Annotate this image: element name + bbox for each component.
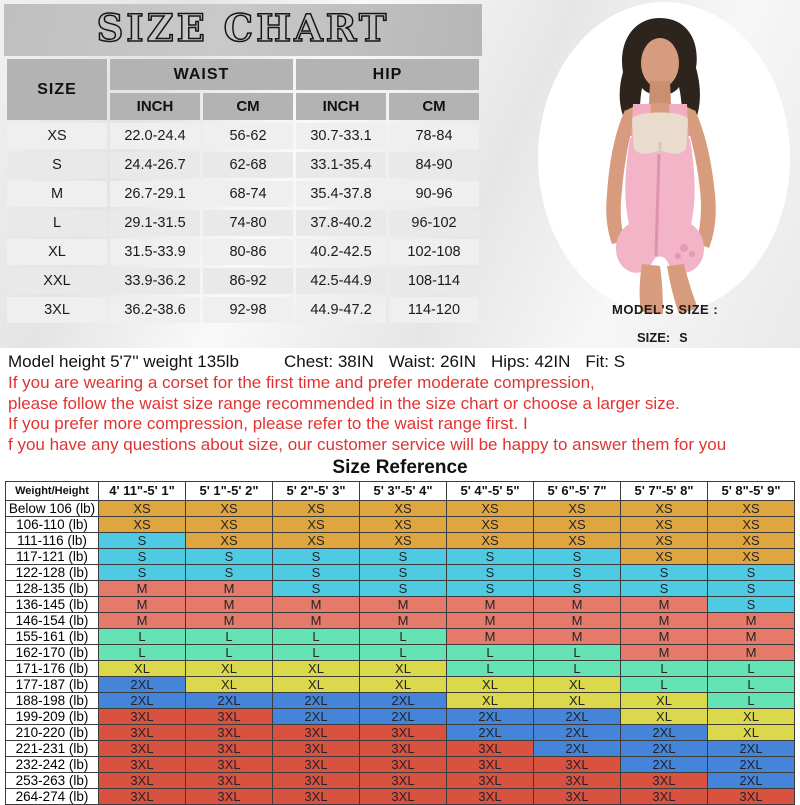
size-cell: M <box>621 612 708 628</box>
hip-inch-header: INCH <box>296 93 386 120</box>
weight-row-label: 122-128 (lb) <box>6 564 99 580</box>
height-column-header: 4' 11"-5' 1" <box>99 481 186 500</box>
weight-row-label: 136-145 (lb) <box>6 596 99 612</box>
waist-inch-cell: 26.7-29.1 <box>110 181 200 207</box>
waist-cm-cell: 80-86 <box>203 239 293 265</box>
size-cell: L <box>186 628 273 644</box>
weight-row-label: 232-242 (lb) <box>6 756 99 772</box>
ref-table-row <box>6 612 795 628</box>
size-cell: M <box>534 612 621 628</box>
size-label-cell: M <box>7 181 107 207</box>
model-stat: Waist: 26IN <box>388 352 476 371</box>
size-cell: 3XL <box>99 772 186 788</box>
ref-table-row <box>6 500 795 516</box>
size-cell: M <box>708 612 795 628</box>
size-cell: L <box>360 644 447 660</box>
size-cell: 3XL <box>447 772 534 788</box>
size-cell: XS <box>273 500 360 516</box>
height-column-header: 5' 8"-5' 9" <box>708 481 795 500</box>
size-cell: 3XL <box>534 772 621 788</box>
size-cell: 3XL <box>447 788 534 804</box>
note-line: If you are wearing a corset for the first time and prefer moderate compression, <box>8 373 595 392</box>
size-cell: XS <box>708 548 795 564</box>
size-cell: S <box>273 548 360 564</box>
size-cell: XL <box>186 660 273 676</box>
hip-inch-cell: 40.2-42.5 <box>296 239 386 265</box>
waist-cm-cell: 92-98 <box>203 297 293 323</box>
size-reference-title: Size Reference <box>332 456 468 478</box>
size-cell: 3XL <box>360 724 447 740</box>
ref-table-row <box>6 564 795 580</box>
size-cell: XL <box>360 676 447 692</box>
weight-height-corner-header: Weight/Height <box>6 481 99 500</box>
hip-cm-cell: 78-84 <box>389 123 479 149</box>
size-cell: XS <box>360 532 447 548</box>
size-cell: L <box>621 660 708 676</box>
model-height-weight: Model height 5'7'' weight 135lb <box>8 352 239 371</box>
size-cell: 3XL <box>99 740 186 756</box>
size-cell: M <box>708 628 795 644</box>
size-chart-row <box>7 268 479 294</box>
size-chart-row <box>7 181 479 207</box>
hip-inch-cell: 37.8-40.2 <box>296 210 386 236</box>
size-cell: XL <box>273 660 360 676</box>
size-chart-row <box>7 239 479 265</box>
sizing-notes <box>0 372 800 456</box>
waist-inch-header: INCH <box>110 93 200 120</box>
hip-inch-cell: 30.7-33.1 <box>296 123 386 149</box>
size-cell: XL <box>708 708 795 724</box>
size-chart-table <box>4 56 482 326</box>
size-cell: 3XL <box>186 772 273 788</box>
size-reference-table <box>5 481 795 805</box>
size-cell: XS <box>360 500 447 516</box>
size-chart-row <box>7 123 479 149</box>
size-cell: 2XL <box>186 692 273 708</box>
model-image <box>538 2 790 314</box>
height-column-header: 5' 7"-5' 8" <box>621 481 708 500</box>
size-cell: S <box>708 564 795 580</box>
model-photo-circle <box>538 2 790 314</box>
size-cell: L <box>273 628 360 644</box>
size-cell: XL <box>360 660 447 676</box>
waist-inch-cell: 31.5-33.9 <box>110 239 200 265</box>
size-cell: XS <box>186 516 273 532</box>
size-cell: L <box>621 676 708 692</box>
size-cell: 2XL <box>621 756 708 772</box>
size-cell: L <box>99 644 186 660</box>
note-line: If you prefer more compression, please refer to the waist range first. I <box>8 414 528 434</box>
size-cell: L <box>186 644 273 660</box>
size-cell: 3XL <box>447 740 534 756</box>
size-cell: S <box>360 564 447 580</box>
size-cell: S <box>621 580 708 596</box>
ref-table-row <box>6 788 795 804</box>
size-cell: S <box>708 580 795 596</box>
size-cell: 3XL <box>99 708 186 724</box>
waist-cm-header: CM <box>203 93 293 120</box>
size-cell: 3XL <box>99 788 186 804</box>
hip-inch-cell: 35.4-37.8 <box>296 181 386 207</box>
size-cell: M <box>99 612 186 628</box>
waist-inch-cell: 22.0-24.4 <box>110 123 200 149</box>
ref-table-row <box>6 628 795 644</box>
size-cell: L <box>708 660 795 676</box>
size-cell: M <box>186 580 273 596</box>
hip-cm-cell: 114-120 <box>389 297 479 323</box>
waist-cm-cell: 68-74 <box>203 181 293 207</box>
size-cell: 3XL <box>360 788 447 804</box>
weight-row-label: 155-161 (lb) <box>6 628 99 644</box>
size-cell: 3XL <box>360 740 447 756</box>
size-cell: S <box>534 548 621 564</box>
height-column-header: 5' 3"-5' 4" <box>360 481 447 500</box>
size-cell: 3XL <box>447 756 534 772</box>
size-chart-row <box>7 152 479 178</box>
ref-table-row <box>6 660 795 676</box>
size-label-cell: 3XL <box>7 297 107 323</box>
size-cell: S <box>99 548 186 564</box>
model-stats <box>284 352 625 372</box>
size-cell: M <box>99 580 186 596</box>
size-chart-row <box>7 297 479 323</box>
size-cell: XS <box>447 516 534 532</box>
ref-table-row <box>6 644 795 660</box>
size-cell: 2XL <box>360 692 447 708</box>
size-cell: XS <box>99 500 186 516</box>
weight-row-label: 264-274 (lb) <box>6 788 99 804</box>
size-cell: XL <box>708 724 795 740</box>
backdrop <box>0 0 800 348</box>
size-cell: 2XL <box>447 724 534 740</box>
size-cell: XS <box>621 500 708 516</box>
ref-table-row <box>6 692 795 708</box>
ref-table-row <box>6 740 795 756</box>
size-cell: 2XL <box>447 708 534 724</box>
size-cell: L <box>708 692 795 708</box>
size-cell: M <box>186 596 273 612</box>
size-cell: L <box>447 644 534 660</box>
size-label-cell: S <box>7 152 107 178</box>
size-cell: S <box>447 580 534 596</box>
waist-inch-cell: 24.4-26.7 <box>110 152 200 178</box>
size-cell: 3XL <box>534 756 621 772</box>
page-title: SIZE CHART <box>96 7 390 50</box>
ref-table-row <box>6 548 795 564</box>
size-cell: M <box>621 596 708 612</box>
weight-row-label: 210-220 (lb) <box>6 724 99 740</box>
size-cell: S <box>447 548 534 564</box>
size-cell: 3XL <box>360 772 447 788</box>
waist-cm-cell: 74-80 <box>203 210 293 236</box>
size-cell: 2XL <box>273 708 360 724</box>
weight-row-label: 162-170 (lb) <box>6 644 99 660</box>
size-cell: XS <box>534 516 621 532</box>
note-line: please follow the waist size range recommended in the size chart or choose a larger size. <box>8 393 680 413</box>
weight-row-label: 117-121 (lb) <box>6 548 99 564</box>
note-line: f you have any questions about size, our customer service will be happy to answer them for you <box>8 435 727 455</box>
hip-cm-cell: 90-96 <box>389 181 479 207</box>
waist-cm-cell: 62-68 <box>203 152 293 178</box>
model-stat: Fit: S <box>585 352 626 371</box>
size-cell: 3XL <box>708 788 795 804</box>
size-cell: S <box>273 564 360 580</box>
weight-row-label: 111-116 (lb) <box>6 532 99 548</box>
hip-inch-cell: 42.5-44.9 <box>296 268 386 294</box>
size-cell: 3XL <box>621 772 708 788</box>
size-cell: 3XL <box>273 756 360 772</box>
size-cell: 3XL <box>273 788 360 804</box>
size-cell: 3XL <box>621 788 708 804</box>
weight-row-label: 188-198 (lb) <box>6 692 99 708</box>
model-size-value: S <box>679 331 688 345</box>
size-cell: 2XL <box>708 740 795 756</box>
hip-group-header: HIP <box>296 59 479 90</box>
size-cell: XS <box>621 548 708 564</box>
ref-table-row <box>6 676 795 692</box>
size-cell: XS <box>447 532 534 548</box>
size-cell: S <box>360 548 447 564</box>
ref-table-row <box>6 724 795 740</box>
size-cell: L <box>708 676 795 692</box>
size-cell: XS <box>708 500 795 516</box>
size-cell: XL <box>534 692 621 708</box>
height-column-header: 5' 4"-5' 5" <box>447 481 534 500</box>
size-cell: 2XL <box>534 740 621 756</box>
size-cell: M <box>360 596 447 612</box>
size-label-cell: XXL <box>7 268 107 294</box>
weight-row-label: 177-187 (lb) <box>6 676 99 692</box>
size-cell: L <box>534 660 621 676</box>
weight-row-label: Below 106 (lb) <box>6 500 99 516</box>
ref-table-row <box>6 516 795 532</box>
size-cell: XL <box>621 692 708 708</box>
model-stat: Hips: 42IN <box>491 352 571 371</box>
size-chart-body <box>7 123 479 323</box>
size-cell: XS <box>621 516 708 532</box>
size-cell: XS <box>186 500 273 516</box>
size-cell: 2XL <box>99 692 186 708</box>
size-cell: M <box>621 628 708 644</box>
ref-table-row <box>6 580 795 596</box>
waist-inch-cell: 33.9-36.2 <box>110 268 200 294</box>
waist-group-header: WAIST <box>110 59 293 90</box>
model-size-label: MODEL'S SIZE : <box>612 302 719 317</box>
size-cell: S <box>534 580 621 596</box>
ref-table-row <box>6 772 795 788</box>
size-cell: S <box>621 564 708 580</box>
size-cell: M <box>534 628 621 644</box>
ref-table-row <box>6 756 795 772</box>
size-cell: 2XL <box>708 772 795 788</box>
waist-inch-cell: 29.1-31.5 <box>110 210 200 236</box>
waist-cm-cell: 56-62 <box>203 123 293 149</box>
size-cell: XS <box>621 532 708 548</box>
weight-row-label: 221-231 (lb) <box>6 740 99 756</box>
size-cell: XL <box>273 676 360 692</box>
size-chart-panel <box>4 4 482 326</box>
size-cell: 2XL <box>621 724 708 740</box>
size-chart-row <box>7 210 479 236</box>
size-column-header: SIZE <box>7 59 107 120</box>
model-size-row <box>637 330 688 345</box>
size-cell: XS <box>99 516 186 532</box>
size-cell: 2XL <box>273 692 360 708</box>
size-cell: XL <box>621 708 708 724</box>
size-cell: S <box>99 564 186 580</box>
size-cell: 2XL <box>534 724 621 740</box>
size-cell: S <box>708 596 795 612</box>
size-cell: S <box>99 532 186 548</box>
size-cell: S <box>360 580 447 596</box>
size-chart-header-row-1 <box>7 59 479 90</box>
size-label-cell: XS <box>7 123 107 149</box>
size-cell: M <box>360 612 447 628</box>
hip-cm-cell: 102-108 <box>389 239 479 265</box>
size-cell: S <box>534 564 621 580</box>
size-cell: XS <box>708 516 795 532</box>
size-cell: 3XL <box>360 756 447 772</box>
size-cell: L <box>273 644 360 660</box>
size-cell: 3XL <box>273 724 360 740</box>
ref-header-row <box>6 481 795 500</box>
size-cell: M <box>447 628 534 644</box>
height-column-header: 5' 1"-5' 2" <box>186 481 273 500</box>
size-cell: 3XL <box>186 708 273 724</box>
height-column-header: 5' 2"-5' 3" <box>273 481 360 500</box>
size-cell: L <box>99 628 186 644</box>
size-cell: M <box>186 612 273 628</box>
size-cell: 3XL <box>99 724 186 740</box>
waist-cm-cell: 86-92 <box>203 268 293 294</box>
size-cell: M <box>534 596 621 612</box>
size-cell: 3XL <box>273 740 360 756</box>
size-cell: 3XL <box>99 756 186 772</box>
size-cell: 2XL <box>99 676 186 692</box>
size-cell: S <box>273 580 360 596</box>
size-cell: XS <box>534 532 621 548</box>
weight-row-label: 128-135 (lb) <box>6 580 99 596</box>
size-cell: 2XL <box>621 740 708 756</box>
hip-cm-cell: 108-114 <box>389 268 479 294</box>
size-cell: M <box>447 612 534 628</box>
ref-table-body <box>6 500 795 804</box>
size-cell: M <box>708 644 795 660</box>
size-cell: XS <box>273 516 360 532</box>
height-column-header: 5' 6"-5' 7" <box>534 481 621 500</box>
hip-inch-cell: 33.1-35.4 <box>296 152 386 178</box>
size-cell: 2XL <box>360 708 447 724</box>
weight-row-label: 146-154 (lb) <box>6 612 99 628</box>
size-cell: S <box>186 564 273 580</box>
hip-cm-header: CM <box>389 93 479 120</box>
weight-row-label: 253-263 (lb) <box>6 772 99 788</box>
size-cell: L <box>534 644 621 660</box>
size-cell: 3XL <box>273 772 360 788</box>
weight-row-label: 199-209 (lb) <box>6 708 99 724</box>
size-cell: M <box>273 612 360 628</box>
size-label-cell: L <box>7 210 107 236</box>
size-cell: 3XL <box>186 756 273 772</box>
size-cell: L <box>360 628 447 644</box>
size-cell: XL <box>186 676 273 692</box>
size-cell: M <box>99 596 186 612</box>
size-cell: XL <box>447 676 534 692</box>
size-cell: L <box>447 660 534 676</box>
model-size-key: SIZE: <box>637 330 671 345</box>
waist-inch-cell: 36.2-38.6 <box>110 297 200 323</box>
size-cell: XS <box>360 516 447 532</box>
ref-table-row <box>6 708 795 724</box>
hip-inch-cell: 44.9-47.2 <box>296 297 386 323</box>
size-cell: XL <box>534 676 621 692</box>
size-cell: M <box>447 596 534 612</box>
hip-cm-cell: 84-90 <box>389 152 479 178</box>
size-cell: 3XL <box>186 740 273 756</box>
ref-table-row <box>6 532 795 548</box>
size-cell: XL <box>447 692 534 708</box>
model-stat: Chest: 38IN <box>284 352 374 371</box>
size-cell: 3XL <box>186 724 273 740</box>
size-label-cell: XL <box>7 239 107 265</box>
size-cell: S <box>186 548 273 564</box>
size-cell: 3XL <box>186 788 273 804</box>
model-info-row <box>0 348 800 372</box>
size-cell: XS <box>273 532 360 548</box>
size-cell: M <box>273 596 360 612</box>
size-cell: XS <box>186 532 273 548</box>
size-cell: XL <box>99 660 186 676</box>
size-cell: S <box>447 564 534 580</box>
weight-row-label: 106-110 (lb) <box>6 516 99 532</box>
hip-cm-cell: 96-102 <box>389 210 479 236</box>
size-cell: M <box>621 644 708 660</box>
size-cell: XS <box>708 532 795 548</box>
size-cell: XS <box>447 500 534 516</box>
weight-row-label: 171-176 (lb) <box>6 660 99 676</box>
size-chart-title-bar <box>4 4 482 56</box>
size-cell: 2XL <box>708 756 795 772</box>
size-cell: 2XL <box>534 708 621 724</box>
size-cell: 3XL <box>534 788 621 804</box>
size-chart-title-art <box>43 7 443 53</box>
size-cell: XS <box>534 500 621 516</box>
ref-table-row <box>6 596 795 612</box>
